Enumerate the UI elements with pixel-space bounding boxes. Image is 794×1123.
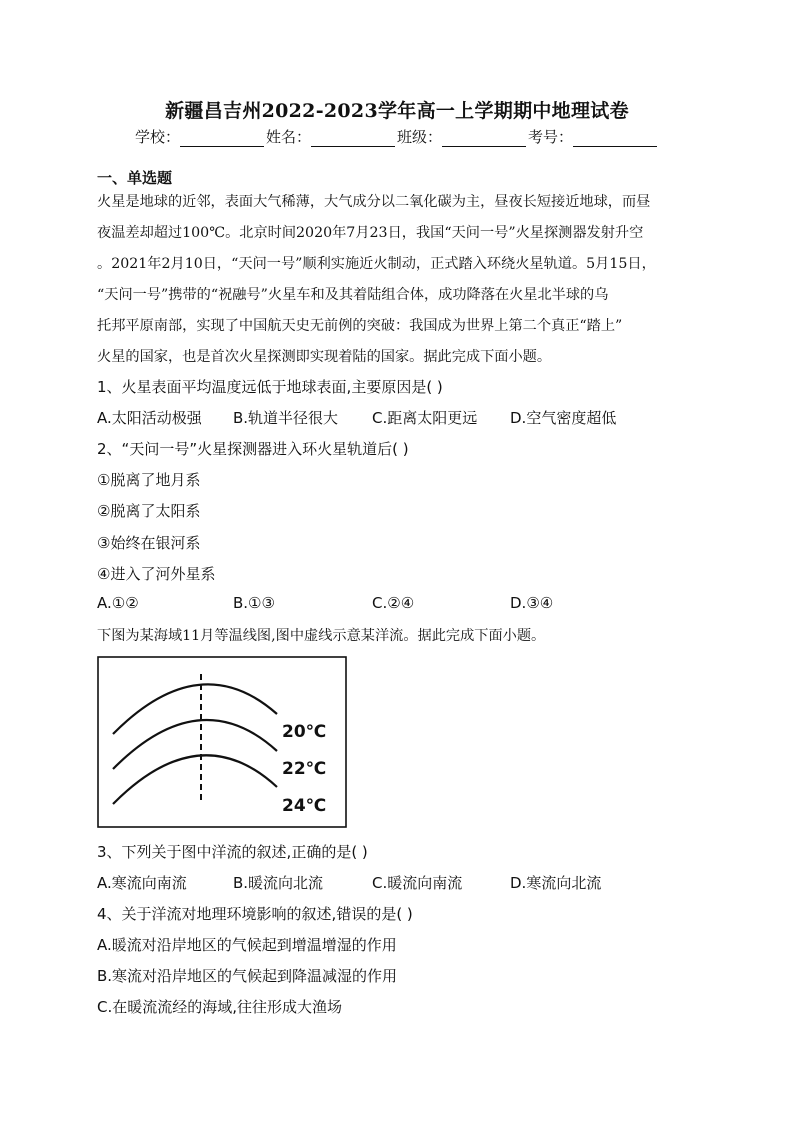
q3-option-b[interactable]: B.暖流向北流	[233, 874, 324, 892]
exam-title: 新疆昌吉州2022-2023学年高一上学期期中地理试卷	[165, 100, 629, 122]
q1-option-d[interactable]: D.空气密度超低	[510, 409, 617, 427]
question-2-stem: 2、“天问一号”火星探测器进入环火星轨道后( )	[97, 440, 409, 458]
isotherm-label-24: 24℃	[282, 796, 327, 816]
figure-intro-text: 下图为某海域11月等温线图,图中虚线示意某洋流。据此完成下面小题。	[97, 628, 546, 644]
school-blank[interactable]	[180, 132, 264, 147]
passage-line: 火星是地球的近邻，表面大气稀薄，大气成分以二氧化碳为主，昼夜长短接近地球，而昼	[97, 194, 651, 210]
section-heading: 一、单选题	[97, 169, 173, 187]
passage-line: 。2021年2月10日，“天问一号”顺利实施近火制动，正式踏入环绕火星轨道。5月15日，	[97, 256, 656, 272]
q2-statement: ②脱离了太阳系	[97, 502, 201, 520]
reading-passage	[97, 187, 697, 373]
q2-statement: ③始终在银河系	[97, 534, 201, 552]
question-3-stem: 3、下列关于图中洋流的叙述,正确的是( )	[97, 843, 368, 861]
name-label: 姓名：	[265, 128, 311, 146]
passage-line: 托邦平原南部，实现了中国航天史无前例的突破：我国成为世界上第二个真正“踏上”	[97, 318, 623, 334]
q2-option-a[interactable]: A.①②	[97, 594, 139, 612]
isotherm-label-20: 20℃	[282, 722, 327, 742]
name-blank[interactable]	[311, 132, 395, 147]
question-1-stem: 1、火星表面平均温度远低于地球表面,主要原因是( )	[97, 378, 443, 396]
exam-number-label: 考号：	[528, 128, 574, 146]
q1-option-a[interactable]: A.太阳活动极强	[97, 409, 202, 427]
q4-option-b[interactable]: B.寒流对沿岸地区的气候起到降温减湿的作用	[97, 967, 398, 985]
q3-option-c[interactable]: C.暖流向南流	[372, 874, 463, 892]
q2-option-b[interactable]: B.①③	[233, 594, 275, 612]
class-blank[interactable]	[442, 132, 526, 147]
exam-number-blank[interactable]	[573, 132, 657, 147]
isotherm-label-22: 22℃	[282, 759, 327, 779]
student-info-line	[0, 126, 794, 147]
q4-option-c[interactable]: C.在暖流流经的海域,往往形成大渔场	[97, 998, 343, 1016]
passage-line: 火星的国家，也是首次火星探测即实现着陆的国家。据此完成下面小题。	[97, 349, 552, 365]
q3-option-d[interactable]: D.寒流向北流	[510, 874, 602, 892]
q1-option-c[interactable]: C.距离太阳更远	[372, 409, 478, 427]
question-4-stem: 4、关于洋流对地理环境影响的叙述,错误的是( )	[97, 905, 413, 923]
isotherm-diagram	[97, 656, 347, 828]
isotherm-figure	[97, 656, 347, 828]
q1-option-b[interactable]: B.轨道半径很大	[233, 409, 339, 427]
passage-line: “天问一号”携带的“祝融号”火星车和及其着陆组合体，成功降落在火星北半球的乌	[97, 287, 609, 303]
q2-option-d[interactable]: D.③④	[510, 594, 554, 612]
q2-statement: ④进入了河外星系	[97, 565, 216, 583]
passage-line: 夜温差却超过100℃。北京时间2020年7月23日，我国“天问一号”火星探测器发射升空	[97, 225, 644, 241]
q3-option-a[interactable]: A.寒流向南流	[97, 874, 187, 892]
q4-option-a[interactable]: A.暖流对沿岸地区的气候起到增温增湿的作用	[97, 936, 397, 954]
q2-option-c[interactable]: C.②④	[372, 594, 415, 612]
school-label: 学校：	[134, 128, 180, 146]
class-label: 班级：	[397, 128, 443, 146]
q2-statement: ①脱离了地月系	[97, 471, 201, 489]
